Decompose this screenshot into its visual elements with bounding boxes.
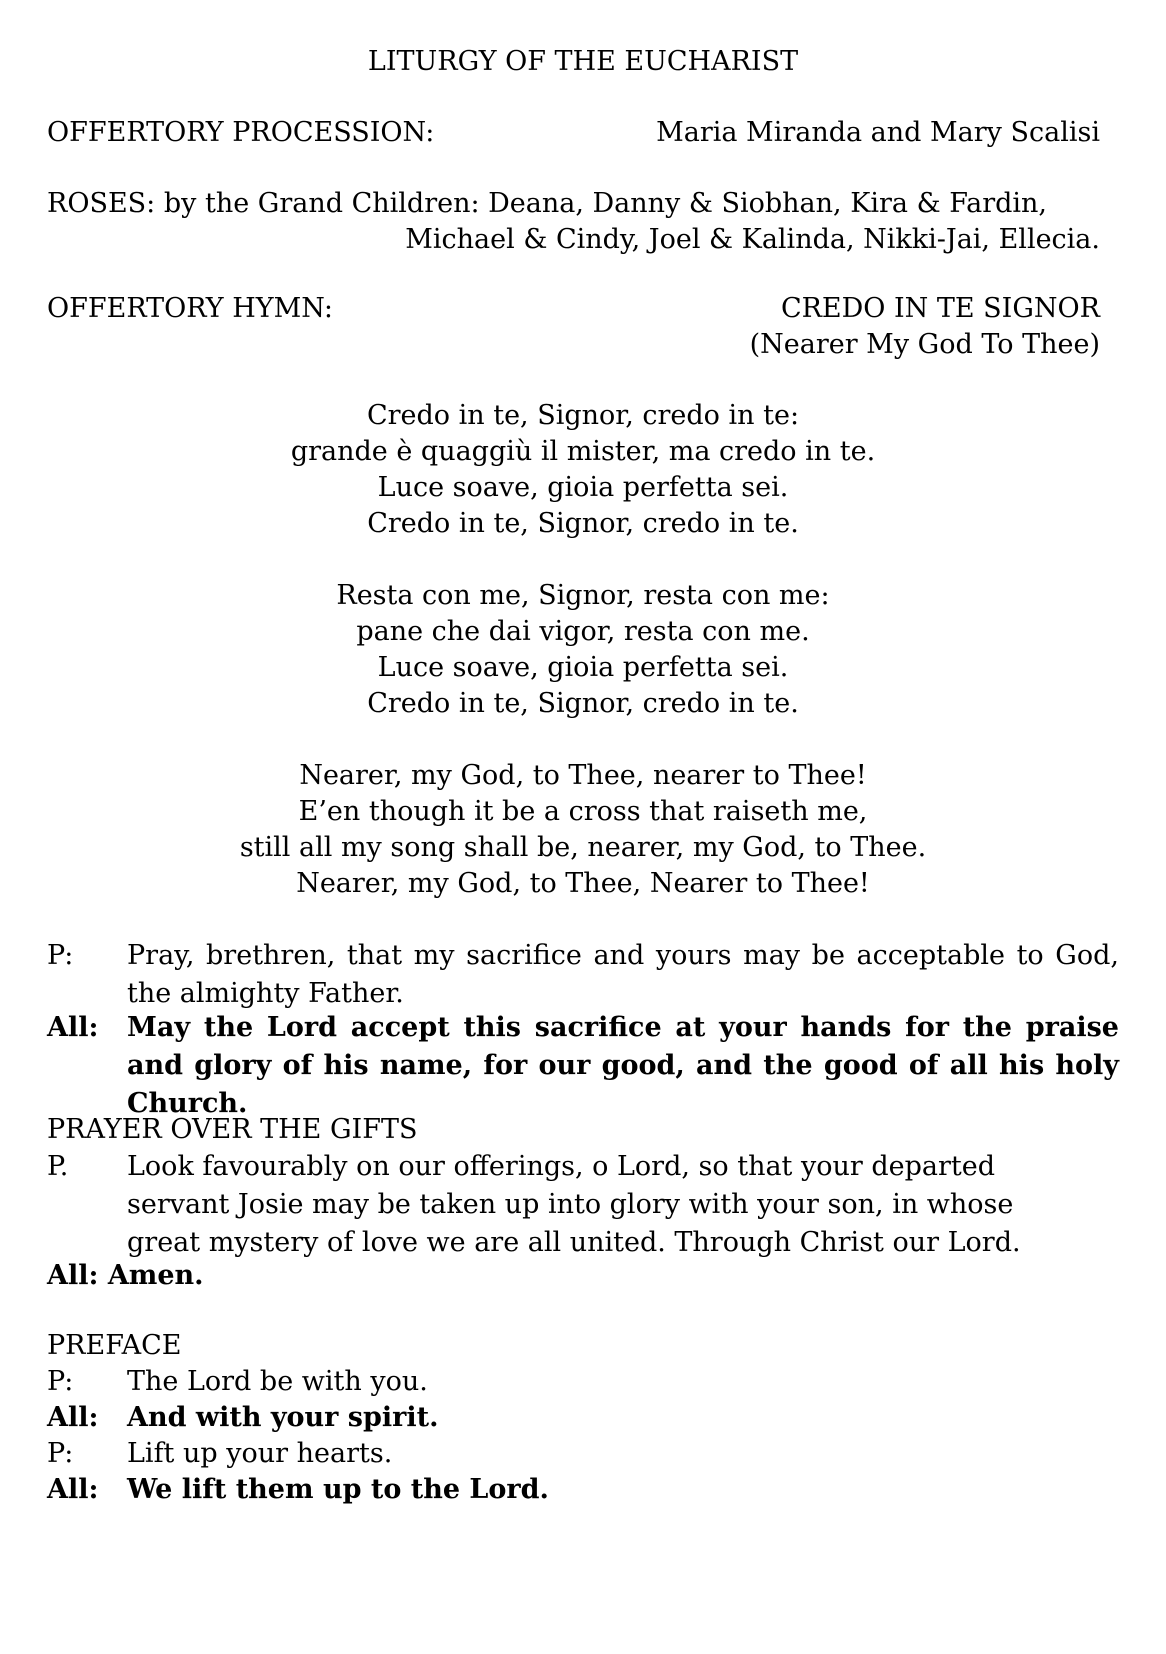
preface-line: Lift up your hearts. bbox=[127, 1438, 393, 1469]
verse-line: Nearer, my God, to Thee, Nearer to Thee! bbox=[296, 868, 870, 899]
offertory-hymn-label: OFFERTORY HYMN: bbox=[47, 293, 333, 324]
offertory-procession-names: Maria Miranda and Mary Scalisi bbox=[656, 117, 1100, 148]
roses-line-1: ROSES: by the Grand Children: Deana, Danny & Siobhan, Kira & Fardin, bbox=[47, 188, 1048, 219]
verse-line: Luce soave, gioia perfetta sei. bbox=[377, 472, 789, 503]
all-label: All: bbox=[47, 1012, 99, 1043]
priest-label: P: bbox=[47, 1366, 74, 1397]
verse-line: Resta con me, Signor, resta con me: bbox=[336, 580, 830, 611]
offertory-procession-label: OFFERTORY PROCESSION: bbox=[47, 117, 435, 148]
prayer-over-gifts-text: Look favourably on our offerings, o Lord, so that your departed servant Josie may be taken up into glory with your son, in whose great mystery of love we are all united. Through Christ our Lord. bbox=[127, 1151, 1021, 1258]
verse-line: grande è quaggiù il mister, ma credo in te. bbox=[290, 436, 876, 467]
preface-line: The Lord be with you. bbox=[127, 1366, 428, 1397]
verse-line: Nearer, my God, to Thee, nearer to Thee! bbox=[299, 760, 867, 791]
priest-text: Pray, brethren, that my sacrifice and yours may be acceptable to God, the almighty Father. bbox=[127, 940, 1119, 1009]
roses-line-2: Michael & Cindy, Joel & Kalinda, Nikki-Jai, Ellecia. bbox=[405, 224, 1100, 255]
hymn-subtitle: (Nearer My God To Thee) bbox=[749, 329, 1100, 360]
all-response-text: May the Lord accept this sacrifice at your hands for the praise and glory of his name, for our good, and the good of all his holy Church. bbox=[127, 1012, 1119, 1119]
verse-line: Luce soave, gioia perfetta sei. bbox=[377, 652, 789, 683]
preface-line: And with your spirit. bbox=[127, 1402, 439, 1433]
verse-line: still all my song shall be, nearer, my God, to Thee. bbox=[239, 832, 927, 863]
preface-heading: PREFACE bbox=[47, 1330, 182, 1361]
verse-line: Credo in te, Signor, credo in te. bbox=[367, 688, 799, 719]
prayer-over-gifts-heading: PRAYER OVER THE GIFTS bbox=[47, 1114, 418, 1145]
priest-label: P. bbox=[47, 1151, 69, 1182]
hymn-title: CREDO IN TE SIGNOR bbox=[780, 293, 1100, 324]
priest-label: P: bbox=[47, 940, 74, 971]
amen-response: All: Amen. bbox=[47, 1260, 204, 1291]
page-title: LITURGY OF THE EUCHARIST bbox=[367, 46, 799, 77]
all-label: All: bbox=[47, 1474, 99, 1505]
verse-line: E’en though it be a cross that raiseth me, bbox=[298, 796, 868, 827]
all-label: All: bbox=[47, 1402, 99, 1433]
verse-line: Credo in te, Signor, credo in te: bbox=[366, 400, 800, 431]
verse-line: pane che dai vigor, resta con me. bbox=[356, 616, 810, 647]
priest-label: P: bbox=[47, 1438, 74, 1469]
preface-line: We lift them up to the Lord. bbox=[127, 1474, 549, 1505]
verse-line: Credo in te, Signor, credo in te. bbox=[367, 508, 799, 539]
